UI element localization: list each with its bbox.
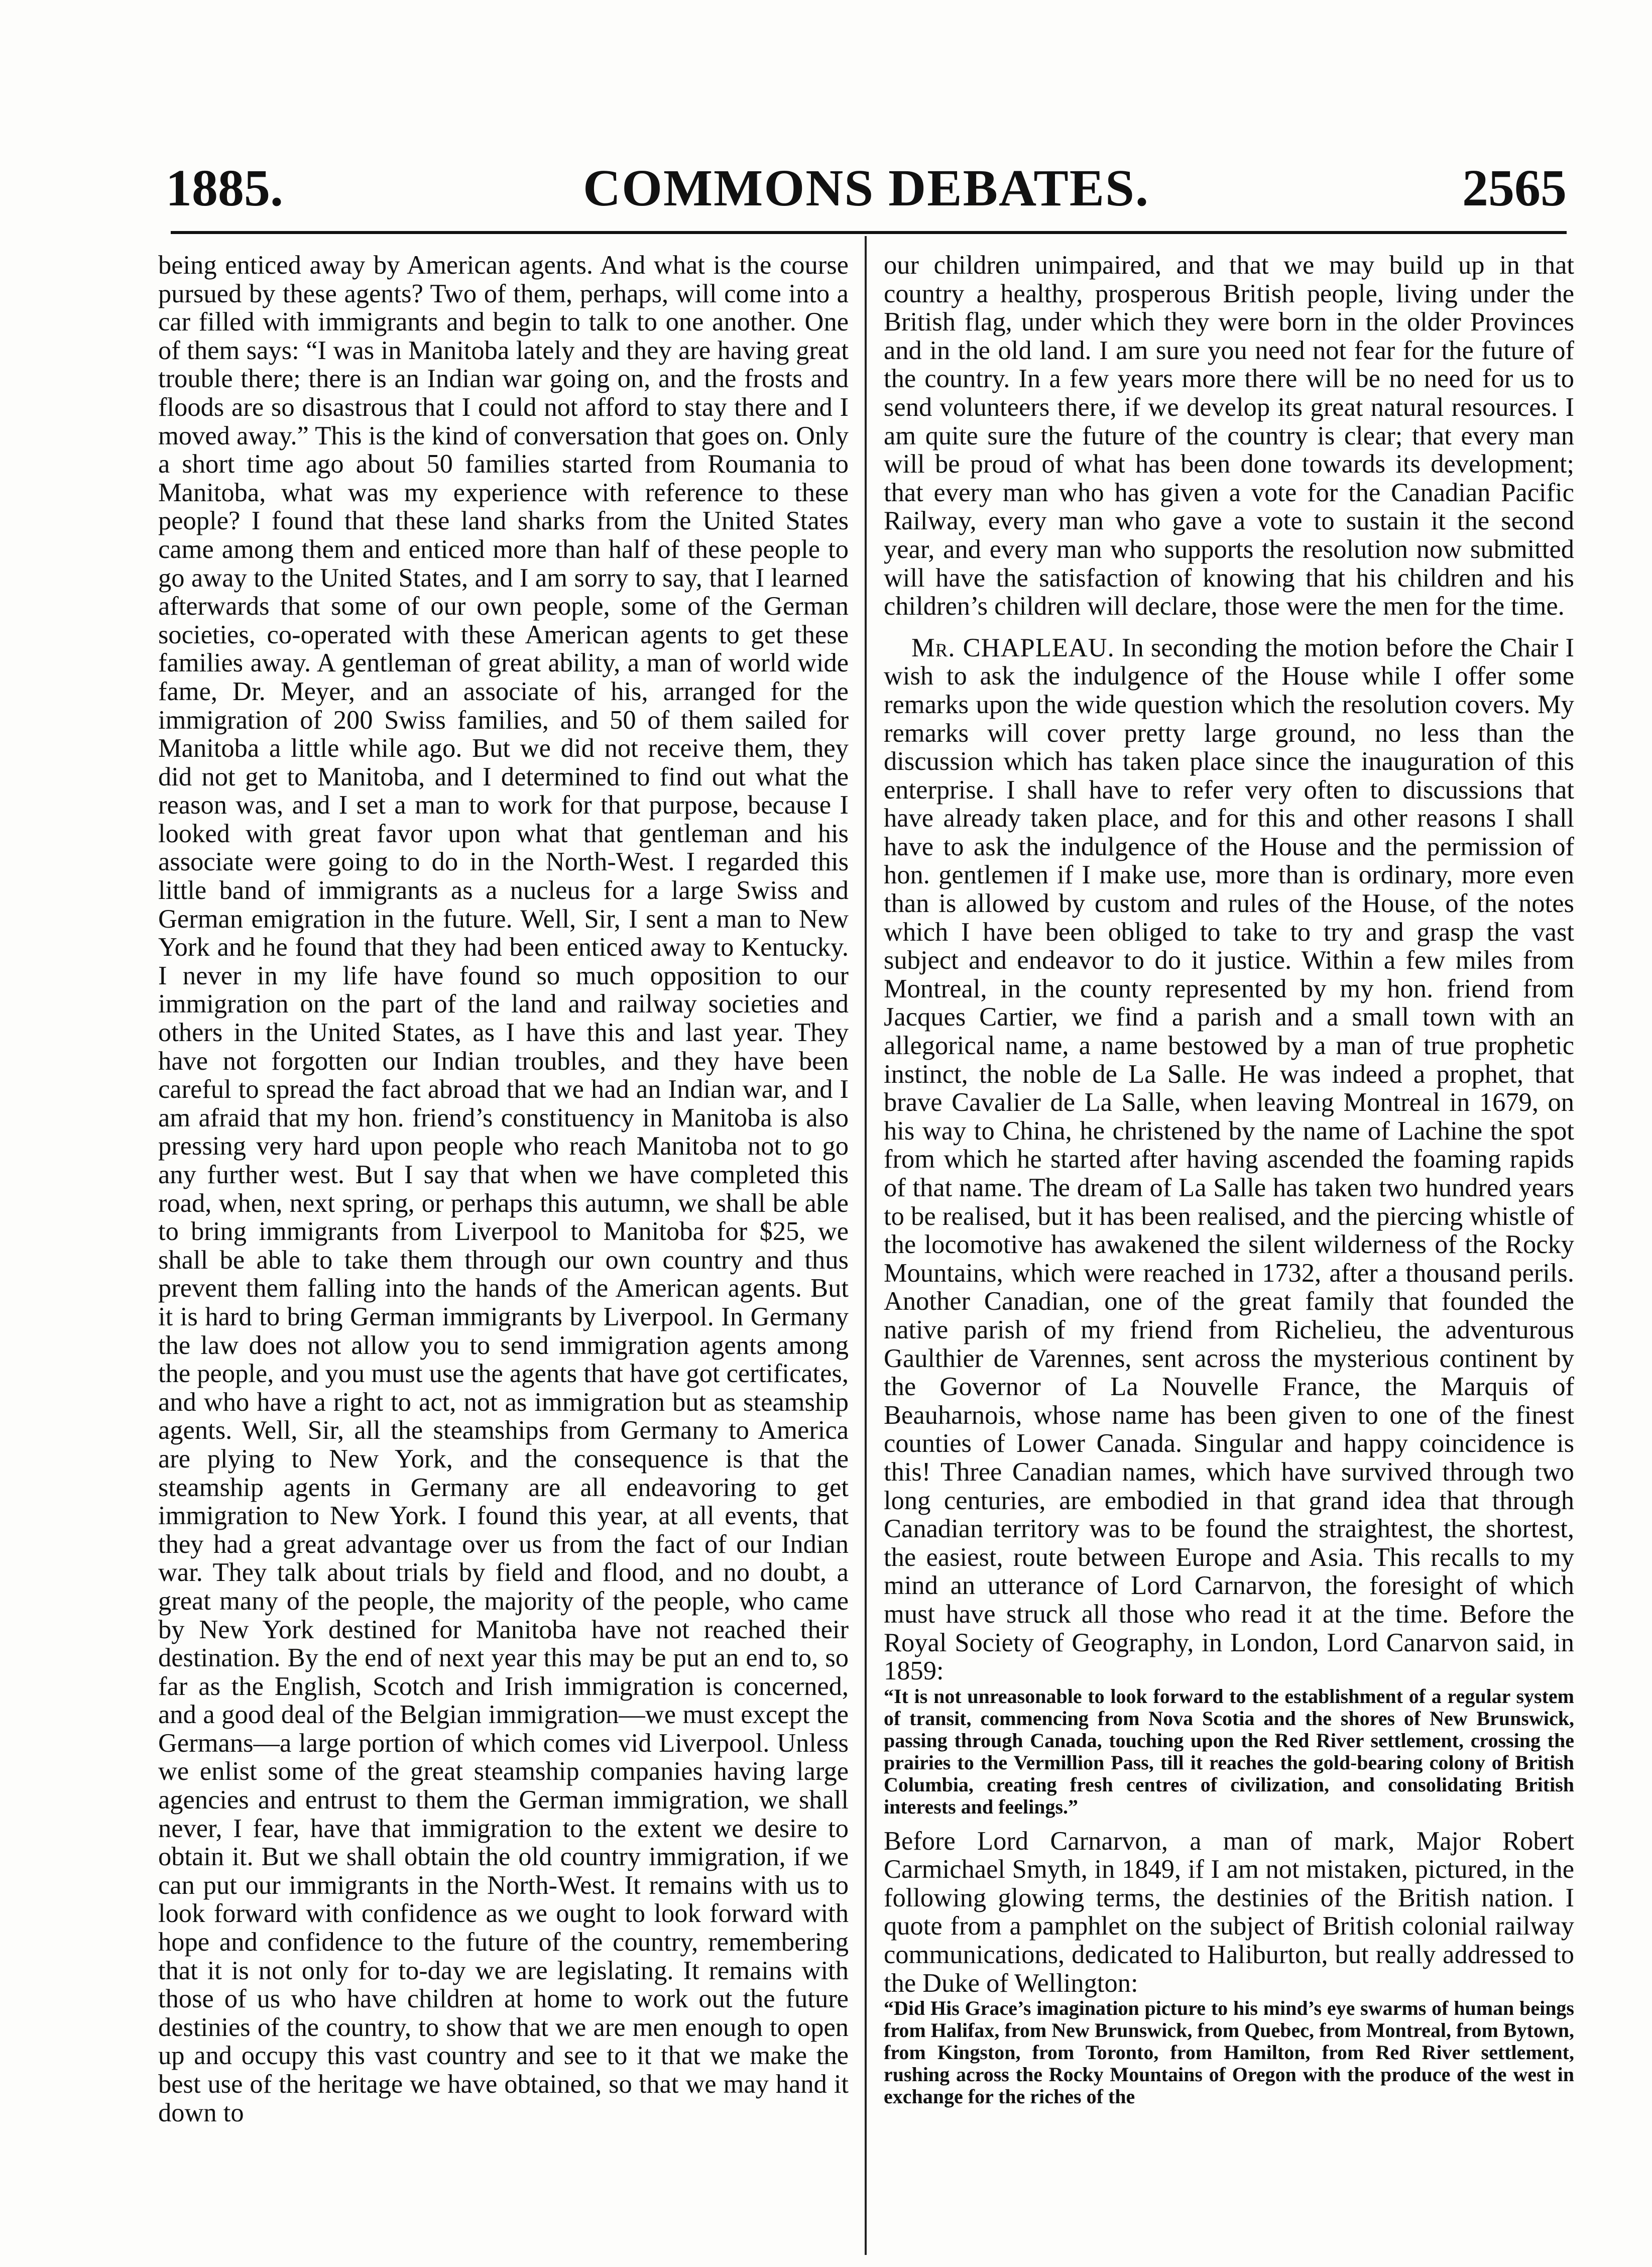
quote-carnarvon: “It is not unreasonable to look forward to the establishment of a regular system of transit, commencing from Nova Scotia and the shores of New Brunswick, passing through Canada, touching upon the Red River settlement, crossing the prairies to the Vermillion Pass, till it reaches the gold-bearing colony of British Columbia, creating fresh centres of civilization, and consolidating British interests and feelings.”: [884, 1684, 1574, 1818]
right-column: [884, 251, 1574, 2255]
header-page-number: 2565: [1462, 159, 1567, 217]
speech-paragraph: [884, 634, 1574, 1685]
page-header: [166, 151, 1567, 226]
left-column: [158, 251, 849, 2255]
header-title: COMMONS DEBATES.: [583, 159, 1149, 217]
right-paragraph-3: Before Lord Carnarvon, a man of mark, Major Robert Carmichael Smyth, in 1849, if I am not mistaken, pictured, in the following glowing terms, the destinies of the British nation. I quote from a pamphlet on the subject of British colonial railway communications, dedicated to Haliburton, but really addressed to the Duke of Wellington:: [884, 1826, 1574, 1998]
column-divider: [865, 236, 867, 2255]
header-rule: [171, 231, 1567, 234]
header-year: 1885.: [166, 159, 283, 217]
quote-smyth: “Did His Grace’s imagination picture to his mind’s eye swarms of human beings from Halifax, from New Brunswick, from Quebec, from Montreal, from Bytown, from Kingston, from Toronto, from Hamilton, from Red River settlement, rushing across the Rocky Mountains of Oregon with the produce of the west in exchange for the riches of the: [884, 1997, 1574, 2108]
right-paragraph-1: our children unimpaired, and that we may build up in that country a healthy, prosperous British people, living under the British flag, under which they were born in the older Provinces and in the old land. I am sure you need not fear for the future of the country. In a few years more there will be no need for us to send volunteers there, if we develop its great natural resources. I am quite sure the future of the country is clear; that every man will be proud of what has been done towards its development; that every man who has given a vote for the Canadian Pacific Railway, every man who gave a vote to sustain it the second year, and every man who supports the resolution now submitted will have the satisfaction of knowing that his children and his children’s children will declare, those were the men for the time.: [884, 251, 1574, 621]
left-paragraph-1: being enticed away by American agents. And what is the course pursued by these agents? Two of them, perhaps, will come into a car filled with immigrants and begin to talk to one another. One of them says: “I was in Manitoba lately and they are having great trouble there; there is an Indian war going on, and the frosts and floods are so disastrous that I could not afford to stay there and I moved away.” This is the kind of conversation that goes on. Only a short time ago about 50 families started from Roumania to Manitoba, what was my experience with reference to these people? I found that these land sharks from the United States came among them and enticed more than half of these people to go away to the United States, and I am sorry to say, that I learned afterwards that some of our own people, some of the German societies, co-operated with these American agents to get these families away. A gentleman of great ability, a man of world wide fame, Dr. Meyer, and an associate of his, arranged for the immigration of 200 Swiss families, and 50 of them sailed for Manitoba a little while ago. But we did not receive them, they did not get to Manitoba, and I determined to find out what the reason was, and I set a man to work for that purpose, because I looked with great favor upon what that gentleman and his associate were going to do in the North-West. I regarded this little band of immigrants as a nucleus for a large Swiss and German emigration in the future. Well, Sir, I sent a man to New York and he found that they had been enticed away to Kentucky. I never in my life have found so much opposition to our immigration on the part of the land and railway societies and others in the United States, as I have this and last year. They have not forgotten our Indian troubles, and they have been careful to spread the fact abroad that we had an Indian war, and I am afraid that my hon. friend’s constituency in Manitoba is also pressing very hard upon people who reach Manitoba not to go any further west. But I say that when we have completed this road, when, next spring, or perhaps this autumn, we shall be able to bring immigrants from Liverpool to Manitoba for $25, we shall be able to take them through our own country and thus prevent them falling into the hands of the American agents. But it is hard to bring German immigrants by Liverpool. In Germany the law does not allow you to send immigration agents among the people, and you must use the agents that have got certificates, and who have a right to act, not as immigration but as steamship agents. Well, Sir, all the steamships from Germany to America are plying to New York, and the consequence is that the steamship agents in Germany are all endeavoring to get immigration to New York. I found this year, at all events, that they had a great advantage over us from the fact of our Indian war. They talk about trials by field and flood, and no doubt, a great many of the people, the majority of the people, who came by New York destined for Manitoba have not reached their destination. By the end of next year this may be put an end to, so far as the English, Scotch and Irish immigration is concerned, and a good deal of the Belgian immigration—we must except the Germans—a large portion of which comes vid Liverpool. Unless we enlist some of the great steamship companies having large agencies and entrust to them the German immigration, we shall never, I fear, have that immigration to the extent we desire to obtain it. But we shall obtain the old country immigration, if we can put our immigrants in the North-West. It remains with us to look forward with confidence as we ought to look forward with hope and confidence to the future of the country, remembering that it is not only for to-day we are legislating. It remains with those of us who have children at home to work out the future destinies of the country, to show that we are men enough to open up and occupy this vast country and see to it that we make the best use of the heritage we have obtained, so that we may hand it down to: [158, 251, 849, 2127]
speech-text: In seconding the motion before the Chair I wish to ask the indulgence of the House while I offer some remarks upon the wide question which the resolution covers. My remarks will cover pretty large ground, no less than the discussion which has taken place since the inauguration of this enterprise. I shall have to refer very often to discussions that have already taken place, and for this and other reasons I shall have to ask the indulgence of the House and the permission of hon. gentlemen if I make use, more than is ordinary, more even than is allowed by custom and rules of the House, of the notes which I have been obliged to take to try and grasp the vast subject and endeavor to do it justice. Within a few miles from Montreal, in the county represented by my hon. friend from Jacques Cartier, we find a parish and a small town with an allegorical name, a name bestowed by a man of true prophetic instinct, the noble de La Salle. He was indeed a prophet, that brave Cavalier de La Salle, when leaving Montreal in 1679, on his way to China, he christened by the name of Lachine the spot from which he started after having ascended the foaming rapids of that name. The dream of La Salle has taken two hundred years to be realised, but it has been realised, and the piercing whistle of the locomotive has awakened the silent wilderness of the Rocky Mountains, which were reached in 1732, after a thousand perils. Another Canadian, one of the great family that founded the native parish of my friend from Richelieu, the adventurous Gaulthier de Varennes, sent across the mysterious continent by the Governor of La Nouvelle France, the Marquis of Beauharnois, whose name has been given to one of the finest counties of Lower Canada. Singular and happy coincidence is this! Three Canadian names, which have survived through two long centuries, are embodied in that grand idea that through Canadian territory was to be found the straightest, the shortest, the easiest, route between Europe and Asia. This recalls to my mind an utterance of Lord Carnarvon, the foresight of which must have struck all those who read it at the time. Before the Royal Society of Geography, in London, Lord Canarvon said, in 1859:: [884, 633, 1574, 1686]
speaker-name: Mr. CHAPLEAU.: [911, 633, 1115, 662]
